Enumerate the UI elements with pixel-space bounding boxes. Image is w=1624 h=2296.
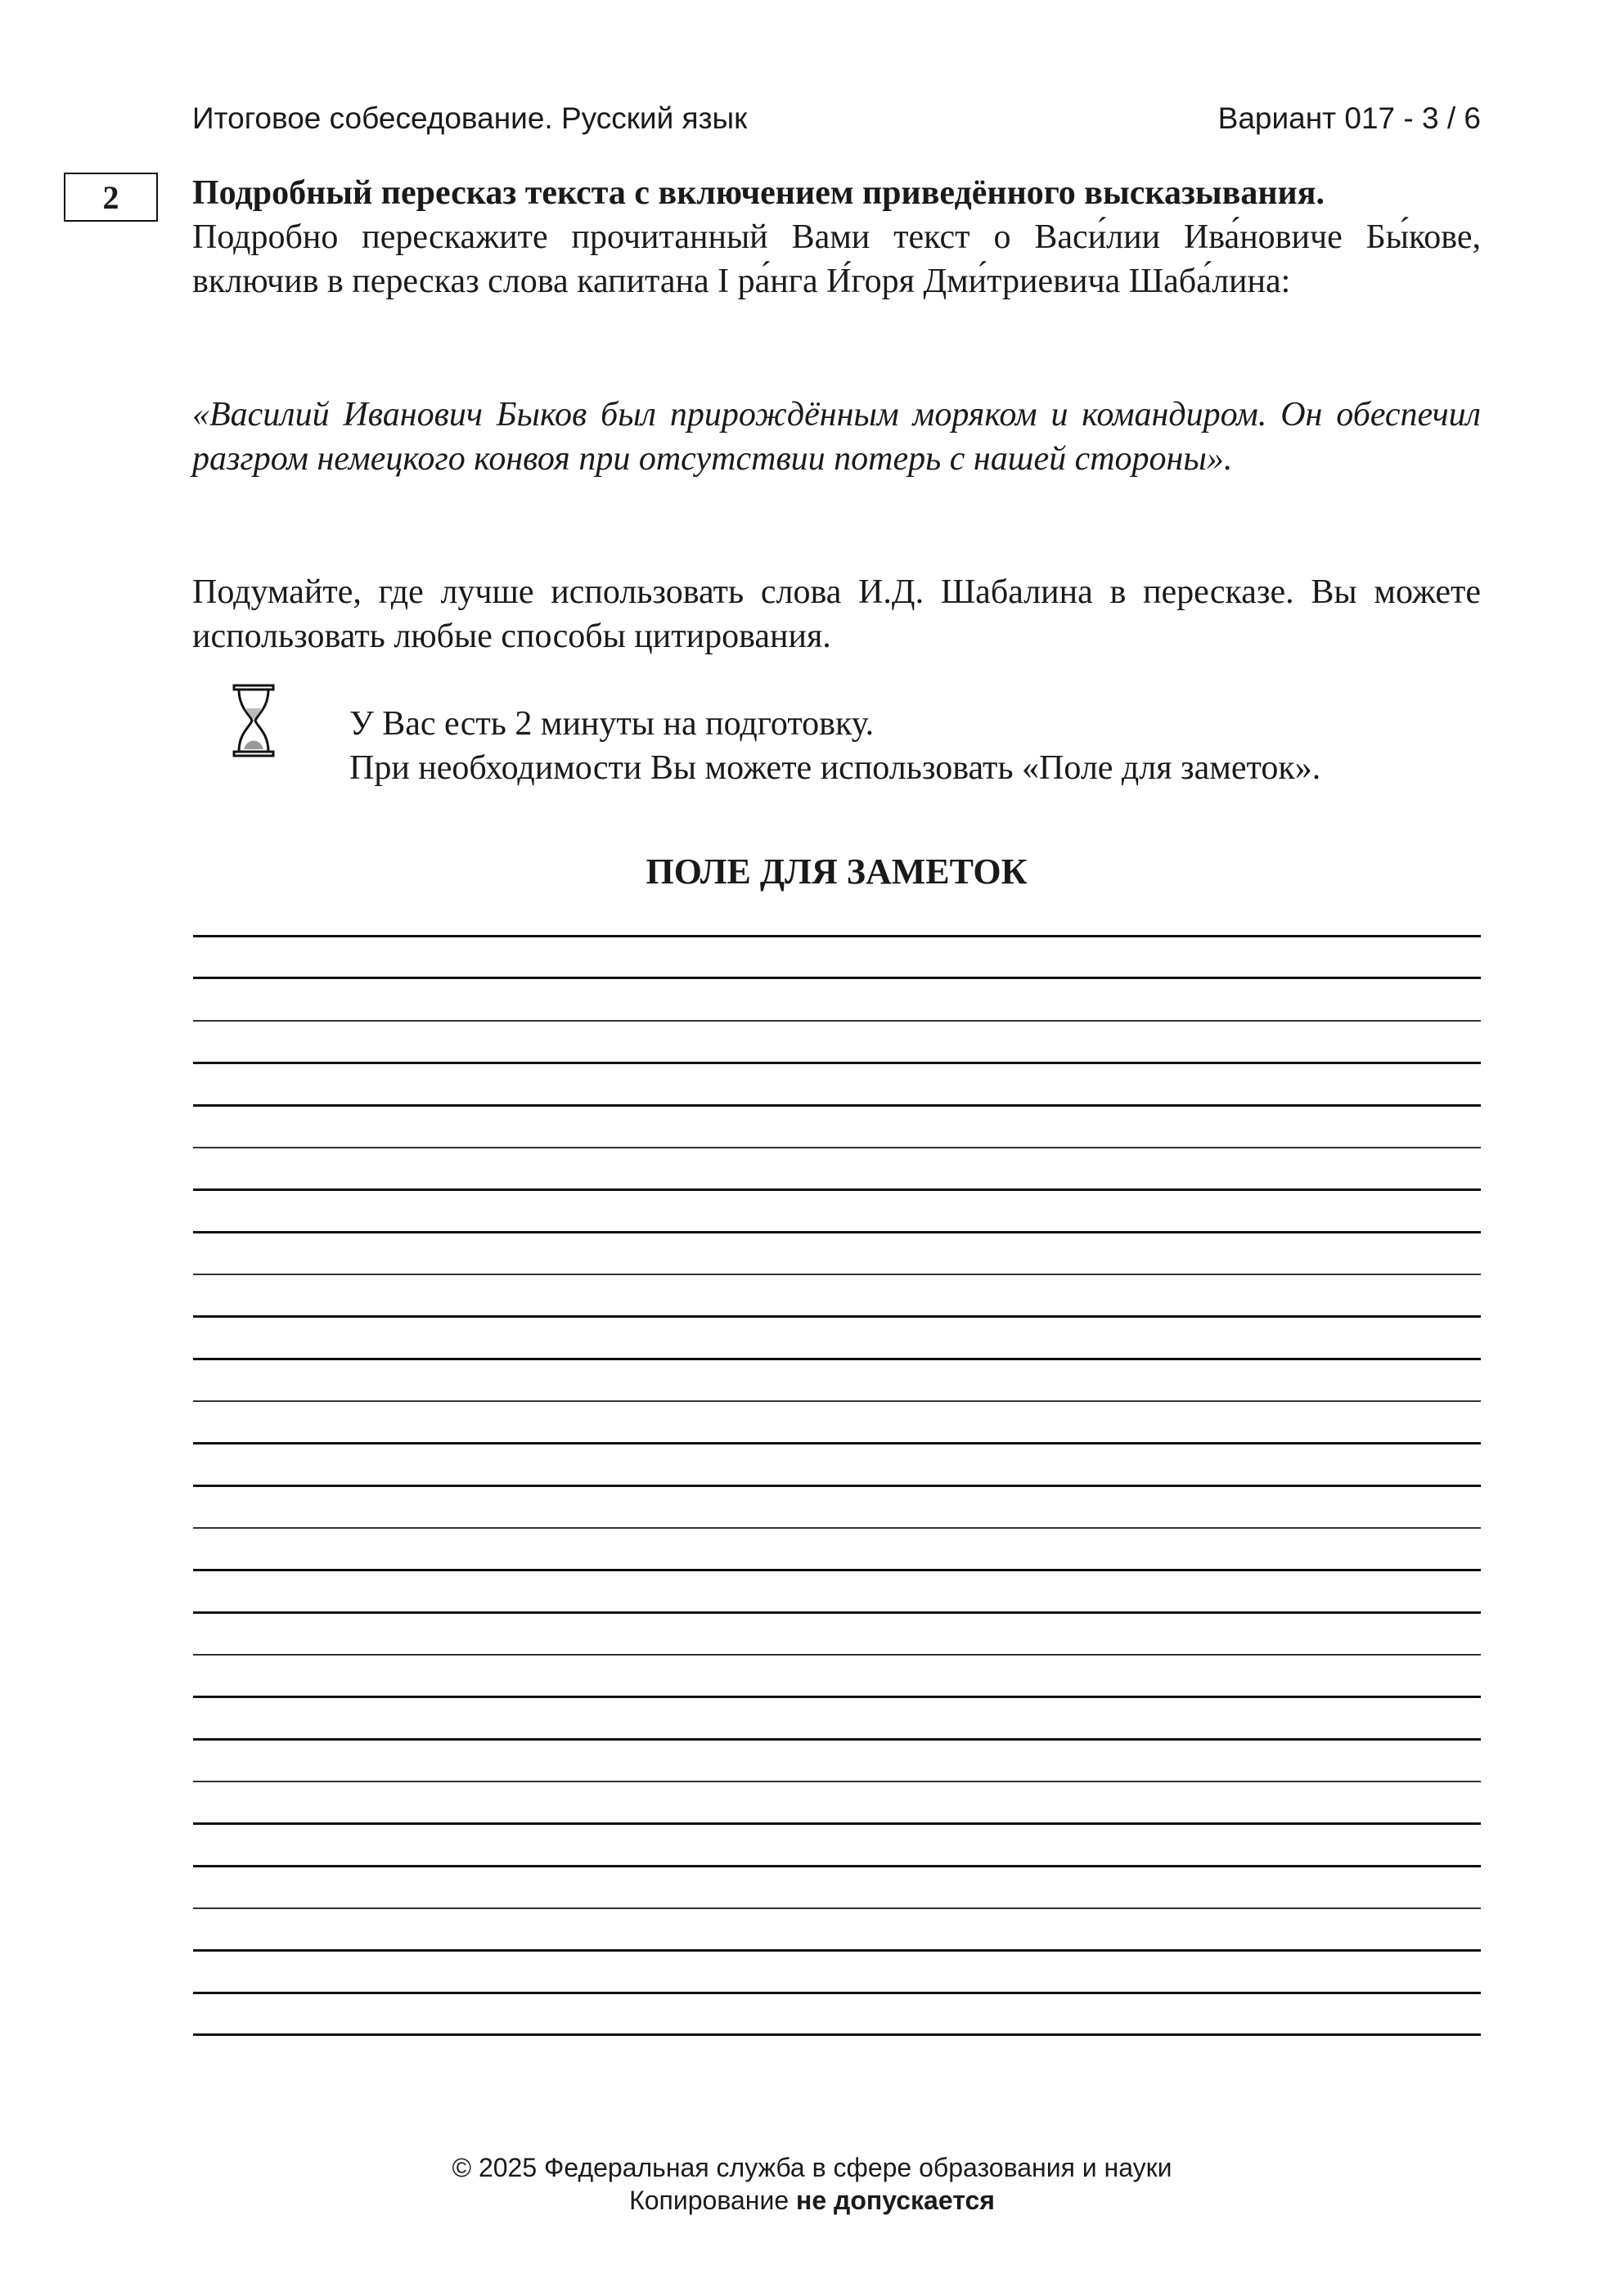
note-line[interactable] (193, 1062, 1481, 1064)
footer-copy-bold: не допускается (796, 2186, 995, 2215)
task-instruction: Подробно перескажите прочитанный Вами текст о Васи́лии Ива́новиче Бы́кове, включив в пересказ слова капитана I ра́нга И́горя Дми́триевича Шаба́лина: (192, 218, 1481, 300)
note-line[interactable] (193, 1020, 1481, 1022)
prep-instructions (349, 702, 1478, 790)
notes-title: ПОЛЕ ДЛЯ ЗАМЕТОК (646, 851, 1028, 892)
footer-copyright: © 2025 Федеральная служба в сфере образования и науки (452, 2153, 1172, 2182)
note-line[interactable] (193, 1696, 1481, 1698)
note-line[interactable] (193, 977, 1481, 979)
note-line[interactable] (193, 1400, 1481, 1402)
note-line[interactable] (193, 1738, 1481, 1741)
note-line[interactable] (193, 935, 1481, 937)
task-title: Подробный пересказ текста с включением приведённого высказывания. (192, 174, 1325, 212)
task-hint: Подумайте, где лучше использовать слова И.Д. Шабалина в пересказе. Вы можете использовать любые способы цитирования. (192, 573, 1481, 655)
note-line[interactable] (193, 1147, 1481, 1148)
note-line[interactable] (193, 1358, 1481, 1360)
note-line[interactable] (193, 1949, 1481, 1952)
note-line[interactable] (193, 2033, 1481, 2036)
note-line[interactable] (193, 1865, 1481, 1867)
prep-notes-text: При необходимости Вы можете использовать «Поле для заметок». (349, 749, 1321, 787)
note-line[interactable] (193, 1315, 1481, 1318)
note-line[interactable] (193, 1274, 1481, 1275)
note-line[interactable] (193, 1781, 1481, 1782)
note-line[interactable] (193, 1231, 1481, 1233)
note-line[interactable] (193, 1992, 1481, 1994)
note-line[interactable] (193, 1822, 1481, 1825)
task-number-box: 2 (64, 173, 158, 222)
footer-copy-prefix: Копирование (629, 2186, 790, 2215)
note-line[interactable] (193, 1527, 1481, 1529)
prep-time-text: У Вас есть 2 минуты на подготовку. (349, 705, 875, 743)
note-line[interactable] (193, 1485, 1481, 1487)
footer-copy-notice (0, 2184, 1624, 2217)
hourglass-icon (232, 684, 275, 757)
header-subject: Итоговое собеседование. Русский язык (192, 101, 748, 135)
task-quote: «Василий Иванович Быков был прирождённым моряком и командиром. Он обеспечил разгром немецкого конвоя при отсутствии потерь с нашей стороны». (192, 396, 1481, 478)
note-line[interactable] (193, 1654, 1481, 1656)
note-line[interactable] (193, 1442, 1481, 1445)
note-line[interactable] (193, 1611, 1481, 1614)
note-line[interactable] (193, 1569, 1481, 1571)
header-variant: Вариант 017 - 3 / 6 (1217, 101, 1481, 135)
page-header (192, 101, 1481, 142)
note-line[interactable] (193, 1188, 1481, 1191)
note-line[interactable] (193, 1104, 1481, 1107)
note-line[interactable] (193, 1907, 1481, 1909)
